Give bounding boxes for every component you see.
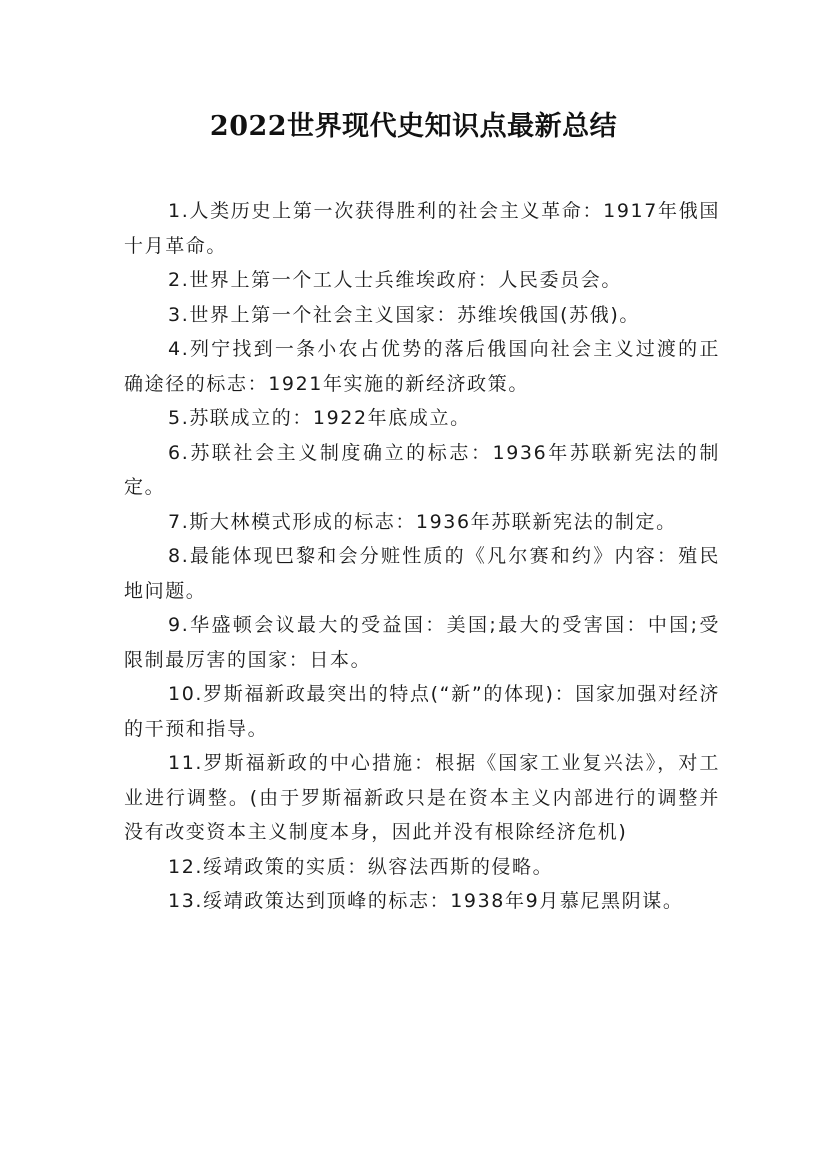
- paragraph-8: 8.最能体现巴黎和会分赃性质的《凡尔赛和约》内容：殖民地问题。: [124, 545, 720, 602]
- paragraph-7: 7.斯大林模式形成的标志：1936年苏联新宪法的制定。: [168, 510, 677, 533]
- paragraph-12: 12.绥靖政策的实质：纵容法西斯的侵略。: [168, 855, 554, 878]
- document-body: [124, 194, 720, 919]
- paragraph-10: 10.罗斯福新政最突出的特点(“新”的体现)：国家加强对经济的干预和指导。: [124, 683, 720, 740]
- paragraph-5: 5.苏联成立的：1922年底成立。: [168, 407, 471, 429]
- paragraph-6: 6.苏联社会主义制度确立的标志：1936年苏联新宪法的制定。: [124, 441, 720, 498]
- paragraph-9: 9.华盛顿会议最大的受益国：美国;最大的受害国：中国;受限制最厉害的国家：日本。: [124, 614, 720, 671]
- paragraph-11: 11.罗斯福新政的中心措施：根据《国家工业复兴法》，对工业进行调整。(由于罗斯福新政只是在资本主义内部进行的调整并没有改变资本主义制度本身，因此并没有根除经济危机): [124, 752, 720, 843]
- document-title: 2022世界现代史知识点最新总结: [209, 111, 618, 142]
- paragraph-3: 3.世界上第一个社会主义国家：苏维埃俄国(苏俄)。: [168, 303, 640, 326]
- paragraph-2: 2.世界上第一个工人士兵维埃政府：人民委员会。: [168, 269, 622, 291]
- paragraph-4: 4.列宁找到一条小农占优势的落后俄国向社会主义过渡的正确途径的标志：1921年实施的新经济政策。: [124, 338, 720, 395]
- paragraph-13: 13.绥靖政策达到顶峰的标志：1938年9月慕尼黑阴谋。: [168, 890, 684, 912]
- paragraph-1: 1.人类历史上第一次获得胜利的社会主义革命：1917年俄国十月革命。: [124, 200, 720, 257]
